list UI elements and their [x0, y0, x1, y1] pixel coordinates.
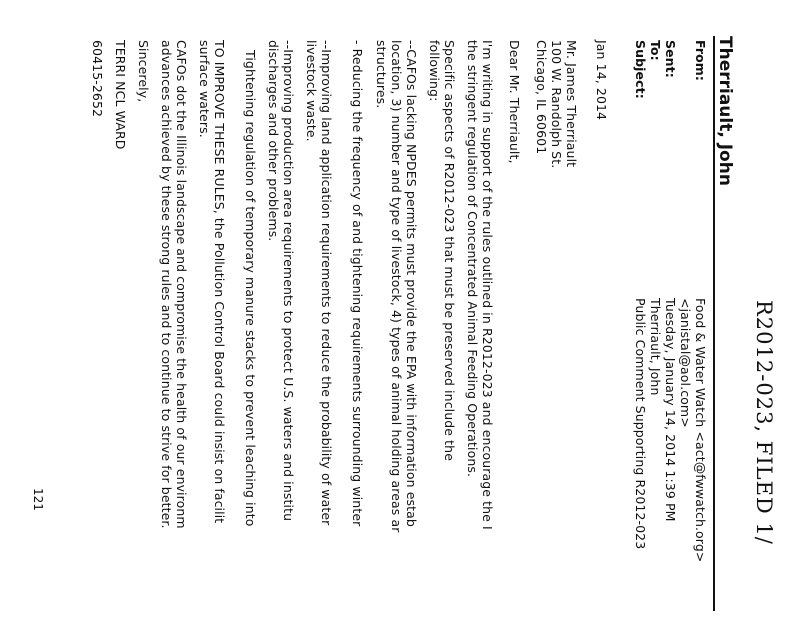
closing-line: advances achieved by these strong rules and to continue to strive for better.	[159, 40, 174, 529]
page-number: 121	[31, 488, 45, 511]
sent-label: Sent:	[663, 40, 678, 78]
intro-line: the stringent regulation of Concentrated Animal Feeding Operations.	[465, 40, 480, 478]
bullet-line: --Improving production area requirements to protect U.S. waters and institu	[281, 40, 296, 522]
header-name: Therriault, John	[715, 36, 735, 186]
to-value: Therriault, John	[648, 298, 663, 396]
bullet-line: Tightening regulation of temporary manure stacks to prevent leaching into	[243, 50, 258, 527]
improve-line: TO IMPROVE THESE RULES, the Pollution Control Board could insist on facilit	[212, 40, 227, 524]
address-line: 100 W. Randolph St.	[549, 40, 564, 169]
address-line: Mr. James Therriault	[564, 40, 579, 168]
aspects-line: following:	[427, 40, 442, 102]
closing-line: CAFOs dot the Illinois landscape and compromise the health of our environm	[174, 40, 189, 529]
salutation: Dear Mr. Therriault,	[507, 40, 522, 164]
bullet-line: - Reducing the frequency of and tightening requirements surrounding winter	[350, 40, 365, 527]
from-value: Food & Water Watch <act@fwwatch.org>	[693, 298, 708, 563]
to-label: To:	[648, 40, 663, 61]
bullet-line: --CAFOs lacking NPDES permits must provide the EPA with information estab	[404, 40, 419, 527]
bullet-line: livestock waste.	[304, 40, 319, 142]
bullet-line: structures.	[374, 40, 389, 109]
signoff: Sincerely,	[136, 40, 151, 103]
signer-zip: 60415-2652	[90, 40, 105, 118]
subject-label: Subject:	[633, 40, 648, 99]
subject-value: Public Comment Supporting R2012-023	[633, 298, 648, 550]
from-label: From:	[693, 40, 708, 82]
intro-line: I'm writing in support of the rules outlined in R2012-023 and encourage the I	[480, 40, 495, 530]
filing-stamp: R2012-023, FILED 1/	[752, 300, 776, 545]
bullet-line: location, 3) number and type of livestock, 4) types of animal holding areas ar	[389, 40, 404, 533]
address-line: Chicago, IL 60601	[534, 40, 549, 155]
improve-line: surface waters.	[197, 40, 212, 138]
sent-value: Tuesday, January 14, 2014 1:39 PM	[663, 298, 678, 522]
bullet-line: discharges and other problems.	[266, 40, 281, 242]
letter-date: Jan 14, 2014	[594, 40, 609, 121]
bullet-line: --Improving land application requirements to reduce the probability of water	[319, 40, 334, 526]
aspects-line: Specific aspects of R2012-023 that must be preserved include the	[442, 40, 457, 461]
from-email: <janistal@aol.com>	[678, 298, 693, 428]
header-rule	[713, 36, 715, 611]
signer-name: TERRI NCL WARD	[113, 40, 128, 150]
